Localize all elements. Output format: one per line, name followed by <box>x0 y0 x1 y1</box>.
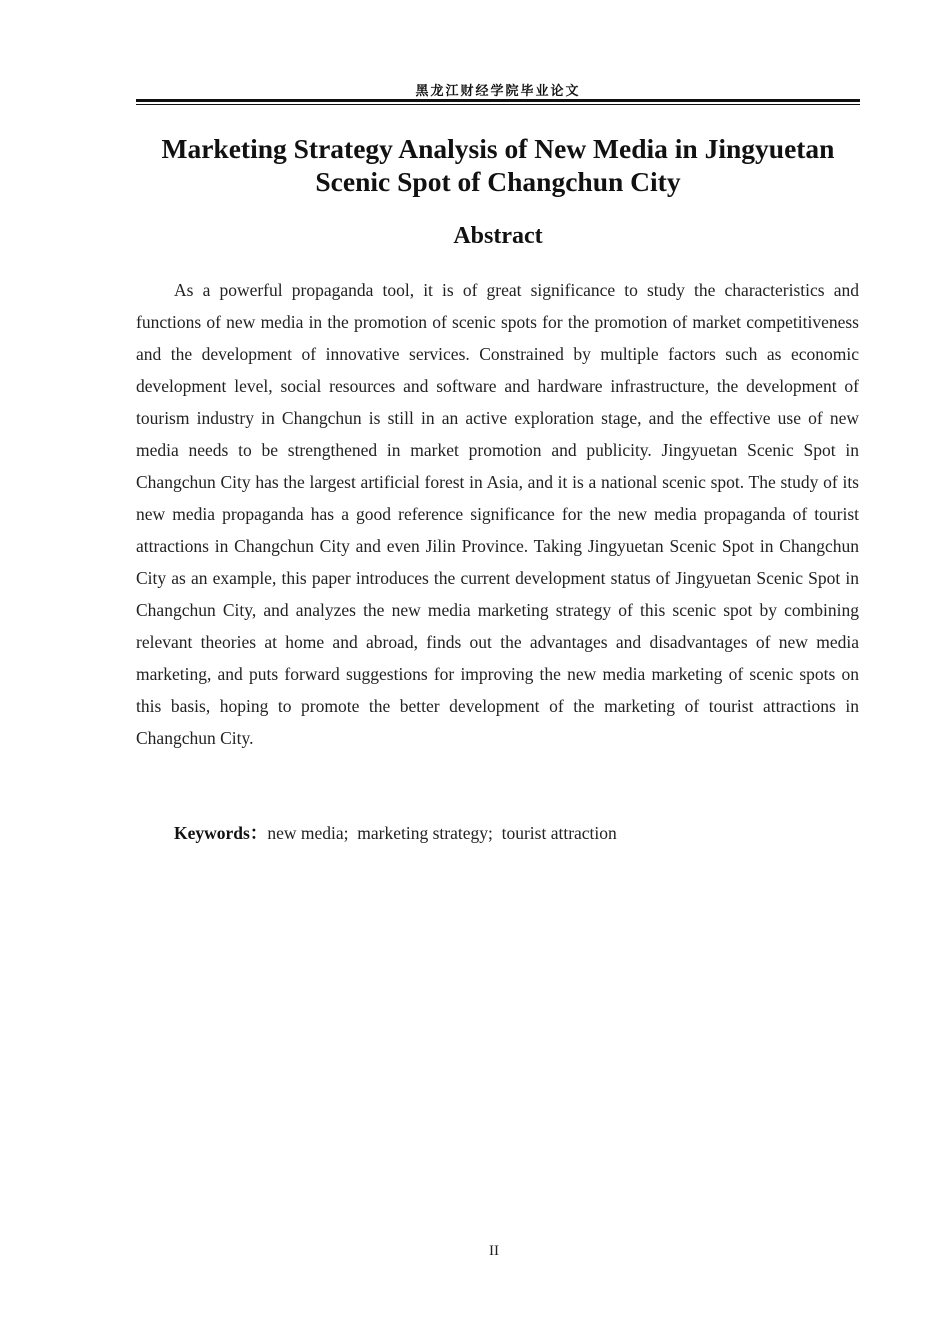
page-number: II <box>489 1243 499 1259</box>
header-rule <box>136 99 860 105</box>
keywords-label: Keywords： <box>174 823 268 843</box>
keyword-item: new media <box>267 823 344 843</box>
paper-title: Marketing Strategy Analysis of New Media in Jingyuetan Scenic Spot of Changchun City <box>161 133 835 197</box>
abstract-body: As a powerful propaganda tool, it is of great significance to study the characteristics and functions of new media in the promotion of scenic spots for the promotion of market competitiveness and the development of innovative services. Constrained by multiple factors such as economic development level, social resources and software and hardware infrastructure, the development of tourism industry in Changchun is still in an active exploration stage, and the effective use of new media needs to be strengthened in market promotion and publicity. Jingyuetan Scenic Spot in Changchun City has the largest artificial forest in Asia, and it is a national scenic spot. The study of its new media propaganda has a good reference significance for the new media propaganda of tourist attractions in Changchun City and even Jilin Province. Taking Jingyuetan Scenic Spot in Changchun City as an example, this paper introduces the current development status of Jingyuetan Scenic Spot in Changchun City, and analyzes the new media marketing strategy of this scenic spot by combining relevant theories at home and abroad, finds out the advantages and disadvantages of new media marketing, and puts forward suggestions for improving the new media marketing of scenic spots on this basis, hoping to promote the better development of the marketing of tourist attractions in Changchun City. <box>136 280 859 748</box>
running-header: 黑龙江财经学院毕业论文 <box>415 84 581 99</box>
abstract-heading: Abstract <box>453 223 543 249</box>
keywords-line <box>174 817 617 849</box>
keyword-item: marketing strategy <box>357 823 488 843</box>
keyword-separator: ; <box>487 823 502 843</box>
keyword-separator: ; <box>343 823 358 843</box>
keyword-item: tourist attraction <box>501 823 617 843</box>
